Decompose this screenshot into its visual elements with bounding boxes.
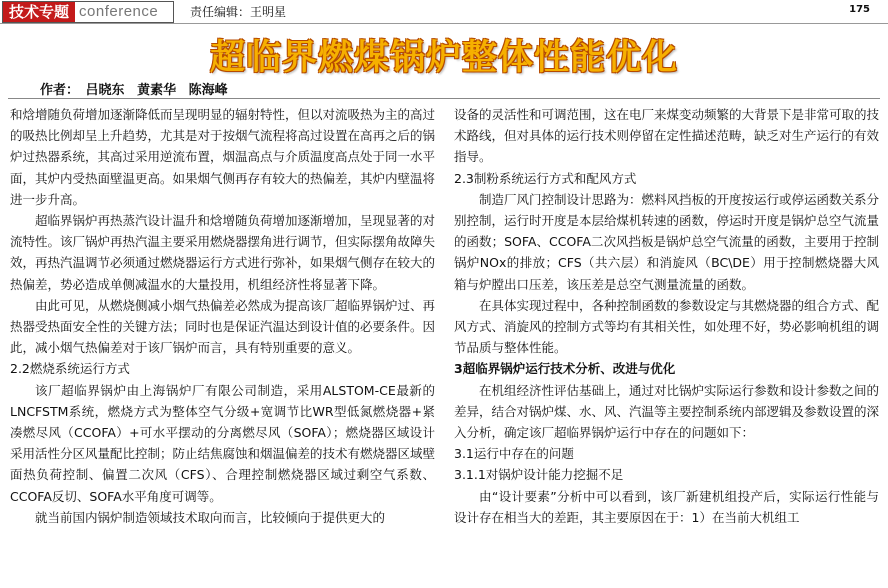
title-divider	[8, 98, 880, 99]
column-tag: 技术专题	[3, 2, 75, 22]
column-tag-box	[2, 1, 174, 23]
paragraph: 制造厂风门控制设计思路为：燃料风挡板的开度按运行或停运函数关系分别控制，运行时开度是本层给煤机转速的函数，停运时开度是锅炉总空气流量的函数；SOFA、CCOFA二次风挡板是锅炉总空气流量的函数，主要用于控制锅炉NOx的排放；CFS（共六层）和消旋风（BC\DE）用于控制燃烧器大风箱与炉膛出口压差，该压差是总空气测量流量的函数。	[454, 191, 880, 292]
section-heading: 2.2燃烧系统运行方式	[10, 361, 130, 377]
paragraph: 在具体实现过程中，各种控制函数的参数设定与其燃烧器的组合方式、配风方式、消旋风的控制方式等均有其相关性，如处理不好，势必影响机组的调节品质与整体性能。	[454, 297, 880, 356]
left-column	[10, 104, 435, 528]
section-heading: 3.1运行中存在的问题	[454, 446, 574, 462]
author-name: 吕晓东	[85, 83, 125, 98]
paragraph: 在机组经济性评估基础上，通过对比锅炉实际运行参数和设计参数之间的差异，结合对锅炉煤、水、风、汽温等主要控制系统内部逻辑及参数设置的深入分析，确定该厂超临界锅炉运行中存在的问题如下：	[454, 382, 880, 441]
page-number: 175	[849, 4, 870, 15]
conference-label: conference	[79, 3, 159, 20]
paragraph: 设备的灵活性和可调范围，这在电厂来煤变动频繁的大背景下是非常可取的技术路线，但对具体的运行技术则停留在定性描述范畴，缺乏对生产运行的有效指导。	[454, 107, 880, 165]
editor-label: 责任编辑：王明星	[190, 5, 287, 19]
paragraph: 由“设计要素”分析中可以看到，该厂新建机组投产后，实际运行性能与设计存在相当大的差距，其主要原因在于：1）在当前大机组工	[454, 488, 879, 525]
author-name: 陈海峰	[188, 83, 228, 98]
subsection-heading: 3.1.1对锅炉设计能力挖掘不足	[454, 467, 624, 483]
paragraph: 和焓增随负荷增加逐渐降低而呈现明显的辐射特性，但以对流吸热为主的高过的吸热比例却呈上升趋势，尤其是对于按烟气流程将高过设置在高再之后的锅炉过热器系统，其高过采用逆流布置，烟温高点与介质温度高点处于同一水平面，其炉内受热面壁温更高。如果烟气侧再存有较大的热偏差，其炉内壁温将进一步升高。	[10, 107, 436, 207]
author-label: 作者：	[40, 83, 80, 98]
paragraph: 该厂超临界锅炉由上海锅炉厂有限公司制造，采用ALSTOM-CE最新的LNCFSTM系统，燃烧方式为整体空气分级+宽调节比WR型低氮燃烧器+紧凑燃尽风（CCOFA）+可水平摆动的分离燃尽风（SOFA）；燃烧器区域设计采用活性分区风量配比控制；防止结焦腐蚀和烟温偏差的技术有燃烧器区域壁面热负荷控制、偏置二次风（CFS）、合理控制燃烧器区域过剩空气系数、CCOFA反切、SOFA水平角度可调等。	[10, 382, 436, 504]
page-header	[0, 0, 888, 24]
section-heading: 2.3制粉系统运行方式和配风方式	[454, 170, 637, 186]
right-column	[454, 104, 879, 528]
section-heading: 3超临界锅炉运行技术分析、改进与优化	[454, 361, 676, 377]
paragraph: 就当前国内锅炉制造领域技术取向而言，比较倾向于提供更大的	[35, 509, 386, 525]
paragraph: 超临界锅炉再热蒸汽设计温升和焓增随负荷增加逐渐增加，呈现显著的对流特性。该厂锅炉再热汽温主要采用燃烧器摆角进行调节，但实际摆角故障失效，再热汽温调节必须通过燃烧器运行方式进行弥补，如果烟气侧存在较大的热偏差，势必造成单侧减温水的大量投用，机组经济性将显著下降。	[10, 213, 436, 292]
author-name: 黄素华	[137, 83, 177, 98]
author-line	[40, 79, 236, 98]
article-title: 超临界燃煤锅炉整体性能优化	[209, 38, 678, 78]
header-divider	[0, 23, 888, 24]
paragraph: 由此可见，从燃烧侧减小烟气热偏差必然成为提高该厂超临界锅炉过、再热器受热面安全性的关键方法；同时也是保证汽温达到设计值的必要条件。因此，减小烟气热偏差对于该厂锅炉而言，具有特别重要的意义。	[10, 297, 436, 356]
